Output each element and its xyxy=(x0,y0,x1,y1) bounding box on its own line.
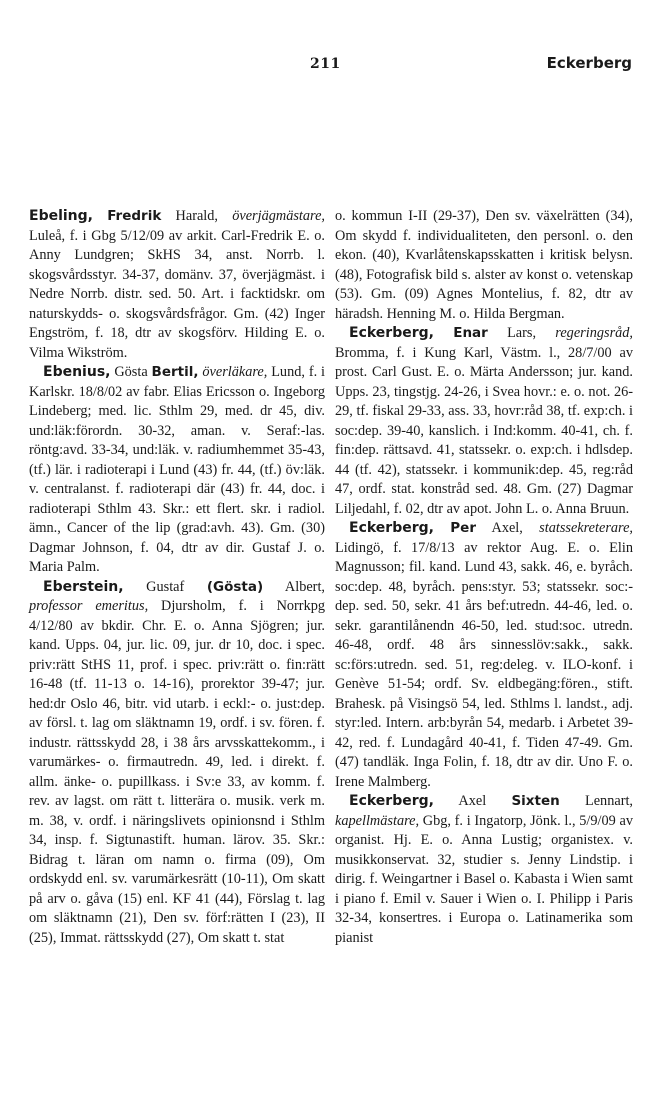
entry-text: Bromma, f. i Kung Karl, Västm. l., 28/7/00 av prost. Carl Gust. E. o. Märta Andersson; jur. kand. Upps. 23, tingstjg. 24-26, i Svea hovr.: e. o. not. 26-29, tf. fiskal 29-33, ass. 33, hovr:råd 38, tf. exp:ch. i soc:dep. 39-40, kanslich. i Ind:komm. 40-41, ch. f. fin:dep. rättsavd. 41, statssekr. o. exp:ch. i hdlsdep. 44 (tf. 42), statssekr. i kommunik:dep. 45, reg:råd 47, ordf. stat. konstråd sed. 48. Gm. (27) Dagmar Liljedahl, f. 02, dtr av apot. John L. o. Anna Bruun. xyxy=(335,344,633,517)
entry-eckerberg-per xyxy=(335,519,633,792)
running-head: Eckerberg xyxy=(546,54,632,72)
entry-given-name: Gustaf xyxy=(123,578,207,595)
entry-title: statssekreterare, xyxy=(539,520,633,536)
right-column xyxy=(335,207,633,948)
entry-surname: Ebenius, xyxy=(43,364,111,380)
entry-text: Djursholm, f. i Norrkpg 4/12/80 av bkdir. Chr. E. o. Anna Sjögren; jur. kand. Upps. 04, jur. lic. 09, jur. dr 10, doc. i spec. priv:rätt StHS 11, prof. i spec. priv:rätt o. fin:rätt 16-48 (tf. 11-13 o. 14-16), prorektor 39-47; jur. hed:dr Oslo 46, bitr. vid utarb. i eckl:- o. just:dep. av försl. t. lag om släktnamn 19, ordf. i sv. fören. f. industr. rättsskydd 28, i 38 års arvsskattekomm., i varumärkes- o. firmautredn. 49, led. i direkt. f. allm. änke- o. pupillkass. i Sv:e 33, av komm. f. rev. av lagst. om rätt t. litterära o. musik. verk m. m. 38, v. ordf. i näringslivets opinionsnd i Sthlm 34, insp. f. Sigtunastift. human. lärov. 35. Skr.: Bidrag t. läran om namn o. firma (09), Om ordskydd enl. sv. varumärkesrätt (10-11), Om skatt på arv o. gåva (15) enl. KF 41 (44), Förslag t. lag om släktnamn (21), Den sv. förf:rätten I (23), II (25), Immat. rättsskydd (27), Om skatt t. stat xyxy=(29,598,326,946)
entry-given-name: Lennart, xyxy=(559,793,633,809)
entry-given-name-bold: (Gösta) xyxy=(206,578,264,595)
entry-surname: Eckerberg, xyxy=(349,325,434,341)
entry-ebeling xyxy=(29,207,325,363)
page-number: 211 xyxy=(310,56,341,72)
entry-given-name: Albert, xyxy=(263,578,325,595)
entry-surname: Ebeling, xyxy=(29,208,93,224)
entry-given-name: Axel, xyxy=(475,520,523,536)
entry-text: Luleå, f. i Gbg 5/12/09 av arkit. Carl-Fredrik E. o. Anny Lundgren; SkHS 34, anst. Norrb. l. skogsvårdsstyr. 34-37, domänv. 37, överjägmäst. i Nedre Norrb. distr. sed. 50. Art. i facktidskr. om naturskydds- o. skogsvårdsfrågor. Gm. (42) Inger Engström, f. 18, dtr av skogsförv. Hilding E. o. Vilma Wikström. xyxy=(29,227,325,361)
entry-title: kapellmästare, xyxy=(335,812,420,829)
entry-given-name: Lars, xyxy=(487,325,537,341)
entry-given-name: Harald, xyxy=(161,208,218,224)
entry-text: Gbg, f. i Ingatorp, Jönk. l., 5/9/09 av organist. Hj. E. o. Anna Lustig; organistex. v. musikkonservat. 32, studier s. Jenny Lindstip. i dirig. f. Weingartner i Basel o. Kabasta i Wien samt i piano f. Emil v. Sauer i Wien o. I. Philipp i Paris 32-34, konsertres. i Europa o. Latinamerika som pianist xyxy=(335,812,633,946)
entry-given-name-bold: Sixten xyxy=(511,793,560,809)
entry-surname: Eckerberg, xyxy=(349,793,434,809)
entry-eckerberg-axel xyxy=(335,792,633,948)
entry-ebenius xyxy=(29,363,325,578)
entry-given-name-bold: Per xyxy=(450,520,476,536)
entry-given-name-bold: Bertil, xyxy=(151,364,199,380)
left-column xyxy=(29,207,325,948)
entry-eckerberg-enar xyxy=(335,324,633,519)
entry-continuation: o. kommun I-II (29-37), Den sv. växelrätten (34), Om skydd f. individualiteten, den personl. o. den ekon. (40), Kvarlåtenskapsskatten i kritisk belysn. (48), Fotografisk bild s. alster av konst o. vetenskap (53). Gm. (09) Agnes Montelius, f. 82, dtr av häradsh. Henning M. o. Hilda Bergman. xyxy=(335,208,633,322)
entry-title: regeringsråd, xyxy=(555,325,634,341)
entry-surname: Eckerberg, xyxy=(349,520,434,536)
entry-text: Lund, f. i Karlskr. 18/8/02 av fabr. Elias Ericsson o. Ingeborg Lindeberg; med. lic. Sthlm 29, med. dr 45, div. und:läk:förordn. 30-32, aman. v. Seraf:-las. röntg:avd. 33-34, und:läk. v. radiumhemmet 35-43, (tf.) lär. i radioterapi i Lund (43) fr. 44, (tf.) öv:läk. v. centralanst. f. radioterapi där (43) fr. 44, doc. i radioterapi Sthlm 43. Skr.: ett flert. skr. i radiol. ämn., Cancer of the lip (grad:avh. 43). Gm. (30) Dagmar Johnson, f. 04, dtr av dir. Gustaf J. o. Maria Palm. xyxy=(29,364,325,575)
entry-given-name: Axel xyxy=(433,793,512,809)
entry-text: Lidingö, f. 17/8/13 av rektor Aug. E. o. Elin Magnusson; fil. kand. Lund 43, sakk. 46, e. byråch. soc:dep. 48, byråch. pens:styr. 53; statssekr. soc:-dep. sed. 50, sekr. 41 års bef:utredn. 44-46, led. o. sekr. garantilånendn 46-50, led. stud:soc. utredn. 46-48, ordf. 48 års sinnesslöv:sakk., sakk. sc:förs:utredn. sed. 51, reg:deleg. v. ILO-konf. i Genève 51-54; ordf. Sv. eldbegäng:fören., stift. Brahesk. på Visingsö 54, led. Sthlms l. landst., adj. styr:led. Intern. arb:byrån 54, medarb. i Arbetet 39-42, red. f. Lundagård 40-41, f. Tiden 47-49. Gm. (47) tandläk. Inga Folin, f. 18, dtr av dir. Uno F. o. Irene Malmberg. xyxy=(335,539,633,790)
entry-given-name xyxy=(434,520,450,536)
entry-title: professor emeritus, xyxy=(29,598,149,614)
entry-surname: Eberstein, xyxy=(43,578,124,595)
entry-eberstein xyxy=(29,578,325,949)
entry-given-name xyxy=(434,325,453,341)
entry-given-name-bold: Fredrik xyxy=(107,208,162,224)
entry-title: överläkare, xyxy=(202,364,268,380)
entry-title: överjägmästare, xyxy=(232,208,326,224)
entry-given-name: Gösta xyxy=(110,364,152,380)
entry-given-name-bold: Enar xyxy=(453,325,488,341)
